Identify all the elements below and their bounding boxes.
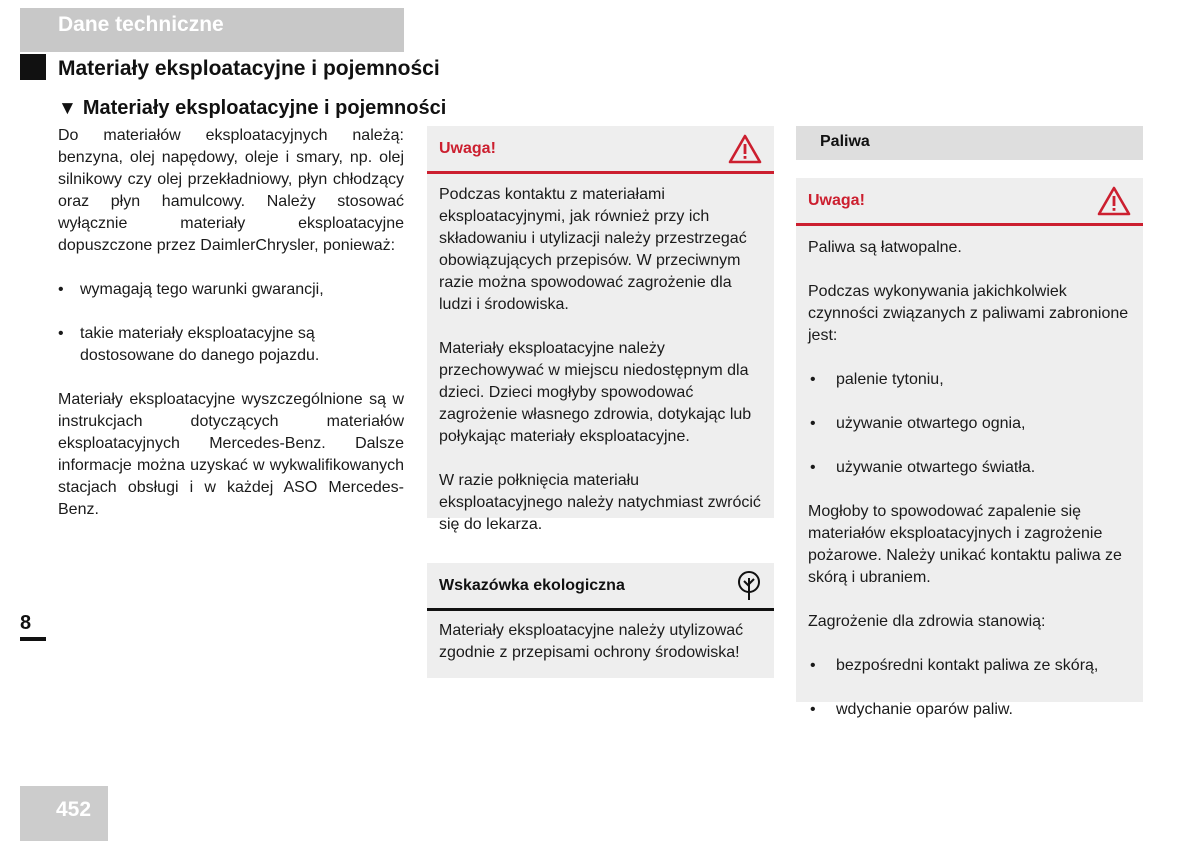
warning-header (427, 126, 774, 174)
list-item: • takie materiały eksploatacyjne są dostosowane do danego pojazdu. (58, 325, 320, 364)
list-item: • palenie tytoniu, (808, 369, 1131, 391)
bullet-icon: • (58, 325, 64, 342)
list-item: • używanie otwartego ognia, (808, 413, 1131, 435)
eco-tip-header (427, 563, 774, 611)
subsection-heading (58, 97, 446, 120)
list-item: • wymagają tego warunki gwarancji, (58, 279, 404, 301)
outro-paragraph: Materiały eksploatacyjne wyszczególnione są w instrukcjach dotyczących materiałów eksploatacyjnych Mercedes-Benz. Dalsze informacje można uzyskać w wykwalifikowanych stacjach obsługi i w każdej ASO Mercedes-Benz. (58, 391, 404, 518)
warning-paragraph: W razie połknięcia materiału eksploatacyjnego należy natychmiast zwrócić się do lekarza. (439, 472, 761, 533)
bullet-icon: • (810, 657, 816, 674)
list-item: • bezpośredni kontakt paliwa ze skórą, (808, 655, 1131, 677)
warning-title: Uwaga! (439, 139, 496, 157)
warning-body (796, 226, 1143, 721)
intro-paragraph: Do materiałów eksploatacyjnych należą: benzyna, olej napędowy, oleje i smary, np. olej silnikowy czy olej przekładniowy, płyn chłodzący oraz płyn hamulcowy. Należy stosować wyłącznie materiały eksploatacyjne dopuszczone przez DaimlerChrysler, ponieważ: (58, 127, 404, 254)
warning-paragraph: Mogłoby to spowodować zapalenie się materiałów eksploatacyjnych i zagrożenie pożarowe. Należy unikać kontaktu paliwa ze skórą i ubraniem. (808, 503, 1122, 586)
chapter-header-tab (20, 8, 404, 52)
warning-box-fuel (796, 178, 1143, 718)
eco-tip-text: Materiały eksploatacyjne należy utylizować zgodnie z przepisami ochrony środowiska! (439, 622, 744, 661)
warning-triangle-icon (1097, 186, 1131, 216)
warning-box-materials (427, 126, 774, 533)
requirements-list (58, 279, 404, 367)
warning-title: Uwaga! (808, 191, 865, 209)
fuel-section-title: Paliwa (820, 133, 870, 150)
eco-tip-title: Wskazówka ekologiczna (439, 576, 625, 594)
warning-paragraph: Paliwa są łatwopalne. (808, 239, 962, 256)
list-item: • używanie otwartego światła. (808, 457, 1131, 479)
warning-paragraph: Zagrożenie dla zdrowia stanowią: (808, 613, 1046, 630)
warning-header (796, 178, 1143, 226)
warning-triangle-icon (728, 134, 762, 164)
left-column-text (58, 125, 404, 521)
eco-tip-body (427, 611, 774, 664)
page-number: 452 (56, 798, 92, 821)
bullet-icon: • (810, 415, 816, 432)
page-number-tab (20, 786, 108, 841)
warning-paragraph: Podczas wykonywania jakichkolwiek czynności związanych z paliwami zabronione jest: (808, 283, 1129, 344)
section-title: Materiały eksploatacyjne i pojemności (58, 57, 440, 80)
bullet-icon: • (810, 459, 816, 476)
section-marker-square (20, 54, 46, 80)
health-hazard-list (808, 655, 1131, 721)
chapter-number: 8 (20, 612, 32, 634)
bullet-icon: • (58, 281, 64, 298)
list-item: • wdychanie oparów paliw. (808, 699, 1131, 721)
warning-paragraph: Materiały eksploatacyjne należy przechowywać w miejscu niedostępnym dla dzieci. Dzieci mogłyby spowodować zagrożenie własnego zdrowia, dotykając lub połykając materiały eksploatacyjne. (439, 340, 752, 445)
warning-body (427, 174, 774, 536)
chapter-marker-bar (20, 637, 46, 641)
warning-paragraph: Podczas kontaktu z materiałami eksploatacyjnymi, jak również przy ich składowaniu i utylizacji należy przestrzegać obowiązujących przepisów. W przeciwnym razie można spowodować zagrożenie dla ludzi i środowiska. (439, 186, 747, 313)
prohibited-list (808, 369, 1131, 479)
eco-tip-box (427, 563, 774, 678)
subsection-title: Materiały eksploatacyjne i pojemności (82, 97, 447, 119)
bullet-icon: • (810, 371, 816, 388)
chapter-header-label: Dane techniczne (58, 13, 224, 36)
fuel-section-header (796, 126, 1143, 160)
triangle-down-icon: ▼ (58, 98, 77, 119)
tree-icon (736, 570, 762, 602)
bullet-icon: • (810, 701, 816, 718)
